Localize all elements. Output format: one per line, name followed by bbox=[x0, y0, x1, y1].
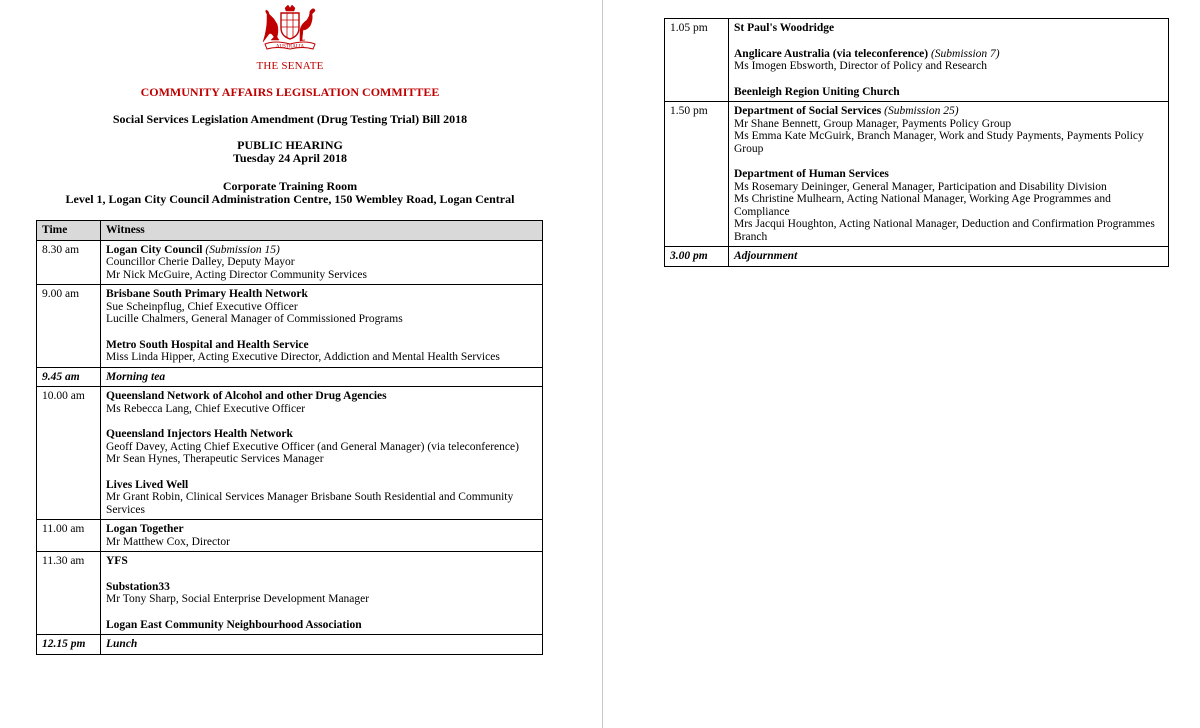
table-row bbox=[37, 367, 543, 387]
witness-person: Mr Shane Bennett, Group Manager, Payments Policy Group bbox=[734, 117, 1012, 130]
session-time: 8.30 am bbox=[37, 240, 101, 285]
organisation-name: Beenleigh Region Uniting Church bbox=[734, 85, 900, 98]
hearing-title: PUBLIC HEARING bbox=[237, 138, 343, 152]
session-time: 9.00 am bbox=[37, 285, 101, 368]
witness-organisation bbox=[106, 339, 537, 352]
session-time: 12.15 pm bbox=[37, 635, 101, 655]
session-time: 1.50 pm bbox=[665, 102, 729, 247]
witness-person: Ms Rosemary Deininger, General Manager, Participation and Disability Division bbox=[734, 180, 1107, 193]
session-witnesses bbox=[729, 19, 1169, 102]
witness-person: Sue Scheinpflug, Chief Executive Officer bbox=[106, 300, 298, 313]
session-time: 11.00 am bbox=[37, 520, 101, 552]
witness-person: Ms Emma Kate McGuirk, Branch Manager, Work and Study Payments, Payments Policy Group bbox=[734, 130, 1144, 155]
organisation-name: Logan East Community Neighbourhood Association bbox=[106, 618, 362, 631]
spacer bbox=[734, 35, 1163, 48]
spacer bbox=[106, 326, 537, 339]
witness-column-header: Witness bbox=[101, 221, 543, 241]
session-witnesses bbox=[101, 285, 543, 368]
hearing-heading bbox=[0, 139, 580, 165]
witness-person: Mr Sean Hynes, Therapeutic Services Manager bbox=[106, 453, 324, 465]
witness-organisation bbox=[106, 390, 537, 403]
witness-organisation bbox=[106, 244, 537, 257]
session-time: 10.00 am bbox=[37, 387, 101, 520]
session-time: 9.45 am bbox=[37, 367, 101, 387]
coat-of-arms-icon bbox=[255, 4, 325, 60]
table-row bbox=[665, 247, 1169, 267]
witness-organisation bbox=[106, 288, 537, 301]
spacer bbox=[734, 73, 1163, 86]
spacer bbox=[106, 568, 537, 581]
organisation-name: Queensland Injectors Health Network bbox=[106, 428, 293, 440]
committee-name: COMMUNITY AFFAIRS LEGISLATION COMMITTEE bbox=[140, 85, 440, 99]
venue bbox=[0, 180, 580, 206]
venue-room: Corporate Training Room bbox=[222, 179, 358, 193]
organisation-name: Substation33 bbox=[106, 580, 170, 593]
spacer bbox=[734, 155, 1163, 168]
session-break-label: Morning tea bbox=[106, 370, 166, 383]
witness-person: Mr Nick McGuire, Acting Director Community Services bbox=[106, 268, 367, 281]
witness-person: Ms Imogen Ebsworth, Director of Policy and Research bbox=[734, 60, 987, 72]
organisation-name: Lives Lived Well bbox=[106, 478, 189, 491]
session-time: 11.30 am bbox=[37, 552, 101, 635]
session-witnesses bbox=[729, 247, 1169, 267]
time-column-header: Time bbox=[37, 221, 101, 241]
spacer bbox=[106, 466, 537, 479]
table-row bbox=[37, 240, 543, 285]
witness-organisation bbox=[734, 86, 1163, 99]
witness-organisation bbox=[106, 523, 537, 536]
schedule-table-left bbox=[36, 220, 543, 655]
bill-title: Social Services Legislation Amendment (Drug Testing Trial) Bill 2018 bbox=[112, 112, 468, 126]
organisation-name: Metro South Hospital and Health Service bbox=[106, 338, 309, 351]
table-row bbox=[665, 19, 1169, 102]
session-witnesses bbox=[729, 102, 1169, 247]
table-row bbox=[665, 102, 1169, 247]
spacer bbox=[106, 606, 537, 619]
spacer bbox=[106, 415, 537, 428]
table-row bbox=[37, 635, 543, 655]
table-row bbox=[37, 552, 543, 635]
session-witnesses bbox=[101, 552, 543, 635]
table-row bbox=[37, 387, 543, 520]
svg-text:AUSTRALIA: AUSTRALIA bbox=[275, 44, 305, 50]
organisation-name: YFS bbox=[106, 555, 128, 567]
session-time: 3.00 pm bbox=[665, 247, 729, 267]
witness-organisation bbox=[734, 105, 1163, 118]
witness-organisation bbox=[106, 619, 537, 632]
witness-person: Mr Grant Robin, Clinical Services Manager Brisbane South Residential and Community Services bbox=[106, 491, 514, 516]
hearing-date: Tuesday 24 April 2018 bbox=[233, 151, 347, 165]
submission-number: (Submission 7) bbox=[930, 47, 1000, 60]
document-page-right bbox=[604, 0, 1200, 728]
table-row bbox=[37, 520, 543, 552]
witness-person: Miss Linda Hipper, Acting Executive Director, Addiction and Mental Health Services bbox=[106, 351, 500, 363]
witness-person: Mr Matthew Cox, Director bbox=[106, 535, 230, 548]
witness-organisation bbox=[106, 581, 537, 594]
organisation-name: Queensland Network of Alcohol and other Drug Agencies bbox=[106, 390, 387, 402]
organisation-name: Brisbane South Primary Health Network bbox=[106, 288, 308, 300]
witness-organisation bbox=[106, 479, 537, 492]
page-divider bbox=[602, 0, 603, 728]
witness-person: Ms Christine Mulhearn, Acting National Manager, Working Age Programmes and Compliance bbox=[734, 193, 1111, 218]
witness-organisation bbox=[734, 48, 1163, 61]
table-row bbox=[37, 285, 543, 368]
witness-person: Mrs Jacqui Houghton, Acting National Manager, Deduction and Confirmation Programmes Branch bbox=[734, 218, 1155, 243]
organisation-name: Logan City Council bbox=[106, 243, 203, 256]
witness-person: Lucille Chalmers, General Manager of Commissioned Programs bbox=[106, 313, 403, 325]
organisation-name: Department of Human Services bbox=[734, 168, 889, 180]
witness-person: Ms Rebecca Lang, Chief Executive Officer bbox=[106, 402, 306, 415]
session-witnesses bbox=[101, 367, 543, 387]
submission-number: (Submission 25) bbox=[884, 105, 959, 117]
witness-person: Mr Tony Sharp, Social Enterprise Development Manager bbox=[106, 593, 370, 605]
organisation-name: St Paul's Woodridge bbox=[734, 22, 835, 34]
witness-person: Councillor Cherie Dalley, Deputy Mayor bbox=[106, 256, 295, 268]
table-header-row bbox=[37, 221, 543, 241]
session-witnesses bbox=[101, 240, 543, 285]
venue-address: Level 1, Logan City Council Administration Centre, 150 Wembley Road, Logan Central bbox=[65, 192, 515, 206]
session-break-label: Adjournment bbox=[734, 250, 798, 262]
session-witnesses bbox=[101, 520, 543, 552]
chamber-name: THE SENATE bbox=[256, 60, 324, 72]
witness-organisation bbox=[106, 428, 537, 441]
organisation-name: Anglicare Australia (via teleconference) bbox=[734, 47, 929, 60]
organisation-name: Department of Social Services bbox=[734, 105, 882, 117]
session-witnesses bbox=[101, 635, 543, 655]
witness-organisation bbox=[106, 555, 537, 568]
session-witnesses bbox=[101, 387, 543, 520]
schedule-table-right bbox=[664, 18, 1169, 267]
submission-number: (Submission 15) bbox=[205, 243, 280, 256]
witness-organisation bbox=[734, 22, 1163, 35]
witness-organisation bbox=[734, 168, 1163, 181]
witness-person: Geoff Davey, Acting Chief Executive Officer (and General Manager) (via teleconference) bbox=[106, 440, 519, 453]
session-break-label: Lunch bbox=[106, 638, 138, 650]
organisation-name: Logan Together bbox=[106, 523, 184, 535]
session-time: 1.05 pm bbox=[665, 19, 729, 102]
